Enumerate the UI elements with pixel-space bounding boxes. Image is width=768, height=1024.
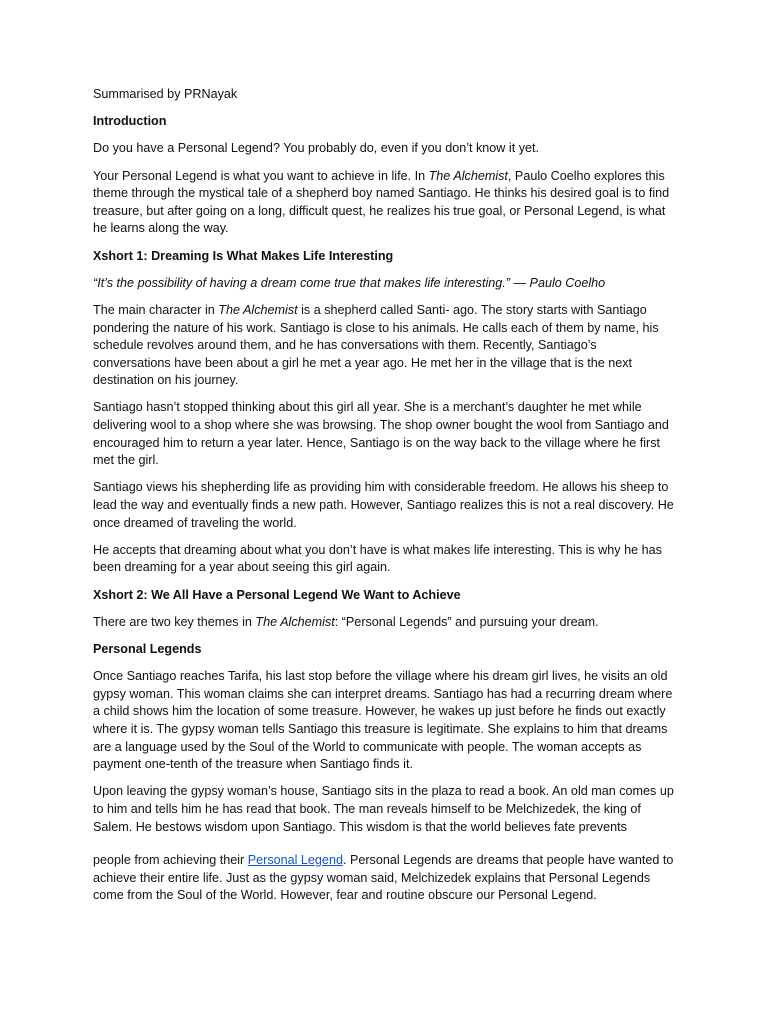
intro-paragraph-2: [93, 168, 677, 238]
xshort-1-paragraph-1: [93, 302, 677, 390]
document-body: [93, 86, 677, 914]
xshort-2-paragraph-1-text-b: : “Personal Legends” and pursuing your dream.: [334, 614, 599, 629]
book-title: The Alchemist: [255, 614, 335, 629]
personal-legends-heading: Personal Legends: [93, 641, 202, 656]
book-title: The Alchemist: [218, 302, 298, 317]
personal-legends-paragraph-3-text-b: . Personal Legends are dreams that people have wanted to achieve their entire life. Just as the gypsy woman said, Melchizedek explains that Personal Legends come from the Soul of the World. However, fear and routine obscure our Personal Legend.: [93, 853, 674, 903]
xshort-1-paragraph-3: Santiago views his shepherding life as providing him with considerable freedom. He allows his sheep to lead the way and eventually finds a new path. However, Santiago realizes this is not a real discovery. He once dreamed of traveling the world.: [93, 480, 674, 530]
xshort-2-paragraph-1: [93, 614, 677, 632]
book-title: The Alchemist: [428, 168, 508, 183]
intro-paragraph-2-text-b: , Paulo Coelho explores this theme through the mystical tale of a shepherd boy named Santiago. He thinks his desired goal is to find treasure, but after going on a long, difficult quest, he realizes his true goal, or Personal Legend, is what he learns along the way.: [93, 168, 670, 236]
personal-legends-paragraph-3: [93, 852, 677, 905]
introduction-heading: Introduction: [93, 114, 167, 129]
xshort-1-heading: Xshort 1: Dreaming Is What Makes Life Interesting: [93, 248, 394, 263]
xshort-1-paragraph-4: He accepts that dreaming about what you don’t have is what makes life interesting. This is why he has been dreaming for a year about seeing this girl again.: [93, 542, 662, 575]
personal-legends-paragraph-1: Once Santiago reaches Tarifa, his last stop before the village where his dream girl lives, he visits an old gypsy woman. This woman claims she can interpret dreams. Santiago has had a recurring dream where a child shows him the location of some treasure. However, he wakes up just before he finds out exactly where it is. The gypsy woman tells Santiago this treasure is legitimate. She explains to him that dreams are a language used by the Soul of the World to communicate with people. The woman accepts as payment one-tenth of the treasure when Santiago finds it.: [93, 669, 673, 772]
intro-paragraph-1: Do you have a Personal Legend? You probably do, even if you don’t know it yet.: [93, 141, 539, 156]
intro-paragraph-2-text-a: Your Personal Legend is what you want to achieve in life. In: [93, 168, 429, 183]
personal-legend-link[interactable]: Personal Legend: [247, 853, 343, 868]
xshort-1-paragraph-1-text-b: is a shepherd called Santi- ago. The story starts with Santiago pondering the nature of his work. Santiago is close to his animals. He calls each of them by name, his schedule revolves around them, and he has conversations with them. Recently, Santiago’s conversations have been about a girl he met a year ago. He met her in the village that is the next destination on his journey.: [93, 302, 659, 388]
xshort-1-paragraph-1-text-a: The main character in: [93, 302, 219, 317]
personal-legends-paragraph-2: Upon leaving the gypsy woman’s house, Santiago sits in the plaza to read a book. An old man comes up to him and tells him he has read that book. The man reveals himself to be Melchizedek, the king of Salem. He bestows wisdom upon Santiago. This wisdom is that the world believes fate prevents: [93, 784, 674, 834]
coelho-quote: “It’s the possibility of having a dream come true that makes life interesting.” — Paulo Coelho: [93, 275, 606, 290]
xshort-2-paragraph-1-text-a: There are two key themes in: [93, 614, 256, 629]
xshort-2-heading: Xshort 2: We All Have a Personal Legend We Want to Achieve: [93, 587, 461, 602]
xshort-1-paragraph-2: Santiago hasn’t stopped thinking about this girl all year. She is a merchant’s daughter he met while delivering wool to a shop where she was browsing. The shop owner bought the wool from Santiago and encouraged him to return a year later. Hence, Santiago is on the way back to the village where he first met the girl.: [93, 400, 669, 468]
personal-legends-paragraph-3-text-a: people from achieving their: [93, 853, 248, 868]
author-line: Summarised by PRNayak: [93, 87, 238, 101]
